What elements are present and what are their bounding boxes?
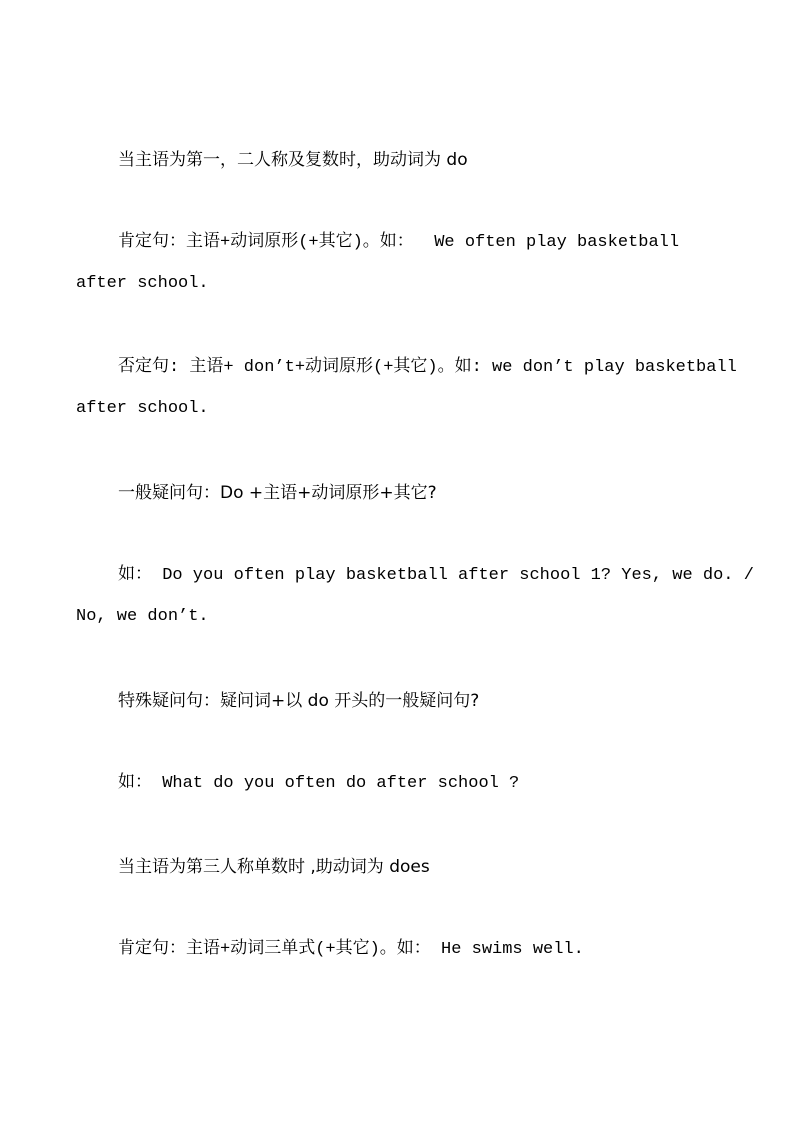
paragraph-8-line-1: 当主语为第三人称单数时 ,助动词为 does [118, 857, 430, 877]
paragraph-2-line-2: after school. [76, 274, 209, 293]
paragraph-7-line-1: 如： What do you often do after school ? [118, 774, 520, 793]
paragraph-5-line-2: No, we don’t. [76, 607, 209, 626]
paragraph-5-line-1: 如： Do you often play basketball after school 1? Yes, we do. / [118, 566, 754, 585]
paragraph-9-line-1: 肯定句：主语+动词三单式(+其它)。如： He swims well. [118, 940, 584, 959]
paragraph-3-line-1: 否定句: 主语+ don’t+动词原形(+其它)。如: we don’t play basketball [118, 358, 737, 377]
paragraph-6-line-1: 特殊疑问句：疑问词+以 do 开头的一般疑问句? [118, 691, 480, 711]
paragraph-2-line-1: 肯定句：主语+动词原形(+其它)。如： We often play basketball [118, 233, 680, 252]
paragraph-3-line-2: after school. [76, 399, 209, 418]
paragraph-1-line-1: 当主语为第一，二人称及复数时，助动词为 do [118, 150, 468, 170]
paragraph-4-line-1: 一般疑问句：Do +主语+动词原形+其它? [118, 483, 437, 503]
